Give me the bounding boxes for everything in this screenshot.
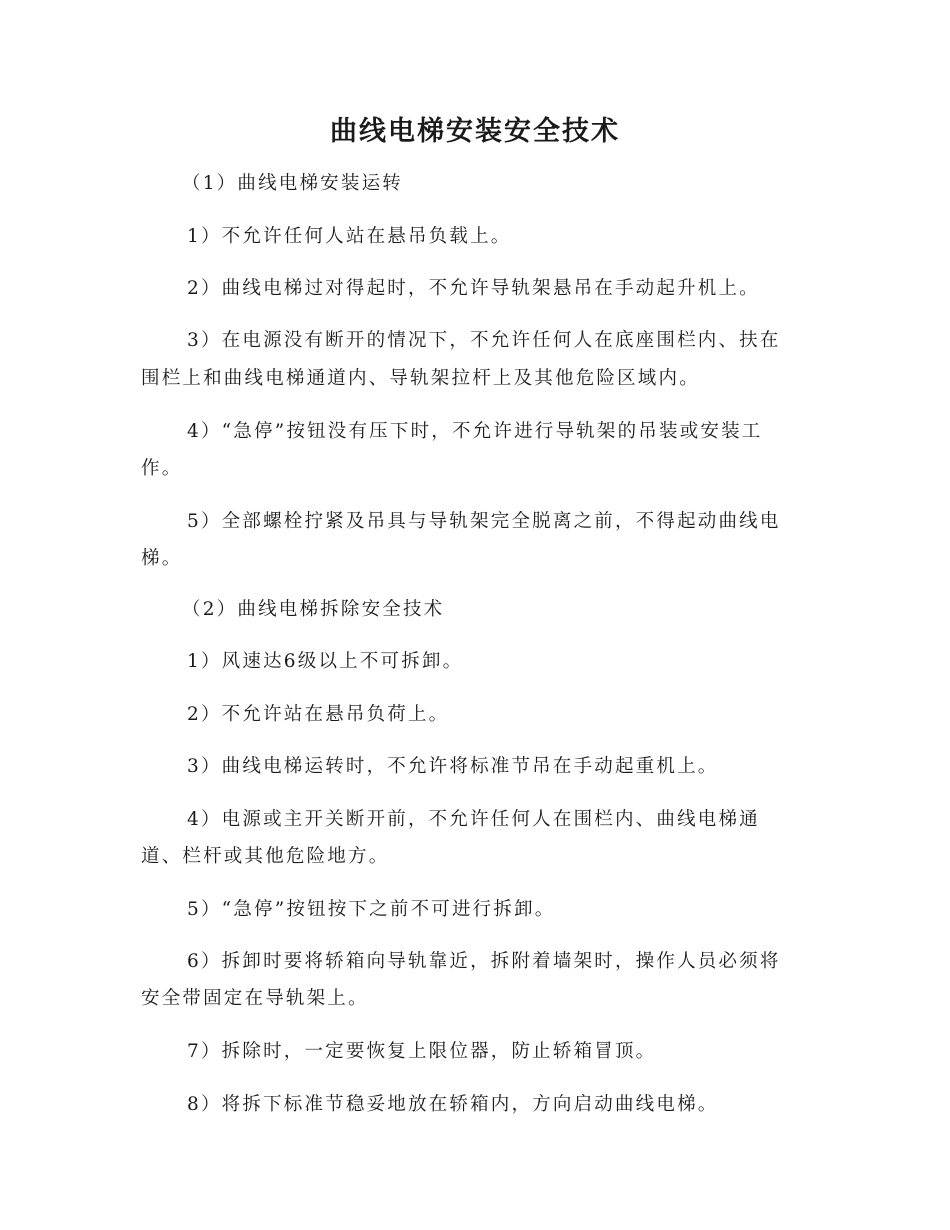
- section-1-heading: （1）曲线电梯安装运转: [182, 173, 403, 194]
- section-2-item-7: 7）拆除时，一定要恢复上限位器，防止轿箱冒顶。: [187, 1041, 657, 1062]
- section-1-item-4-line-1: 4）“急停”按钮没有压下时，不允许进行导轨架的吊装或安装工: [187, 421, 763, 442]
- section-1-item-1: 1）不允许任何人站在悬吊负载上。: [187, 226, 512, 247]
- section-2-item-6-line-2: 安全带固定在导轨架上。: [141, 988, 369, 1009]
- section-2-item-5: 5）“急停”按钮按下之前不可进行拆卸。: [187, 899, 556, 920]
- section-2-item-4-line-1: 4）电源或主开关断开前，不允许任何人在围栏内、曲线电梯通: [187, 809, 760, 830]
- section-2-item-4-line-2: 道、栏杆或其他危险地方。: [141, 846, 390, 867]
- section-1-item-3-line-2: 围栏上和曲线电梯通道内、导轨架拉杆上及其他危险区域内。: [141, 368, 700, 389]
- section-2-item-1: 1）风速达6级以上不可拆卸。: [187, 651, 464, 672]
- section-2-item-8: 8）将拆下标准节稳妥地放在轿箱内，方向启动曲线电梯。: [187, 1094, 719, 1115]
- section-1-item-3-line-1: 3）在电源没有断开的情况下，不允许任何人在底座围栏内、扶在: [187, 330, 781, 351]
- section-2-item-3: 3）曲线电梯运转时，不允许将标准节吊在手动起重机上。: [187, 756, 719, 777]
- document-title: 曲线电梯安装安全技术: [330, 116, 620, 147]
- section-2-heading: （2）曲线电梯拆除安全技术: [182, 599, 445, 620]
- section-1-item-5-line-2: 梯。: [141, 548, 183, 569]
- section-2-item-6-line-1: 6）拆卸时要将轿箱向导轨靠近，拆附着墙架时，操作人员必须将: [187, 951, 781, 972]
- section-1-item-2: 2）曲线电梯过对得起时，不允许导轨架悬吊在手动起升机上。: [187, 278, 760, 299]
- section-2-item-2: 2）不允许站在悬吊负荷上。: [187, 704, 450, 725]
- section-1-item-5-line-1: 5）全部螺栓拧紧及吊具与导轨架完全脱离之前，不得起动曲线电: [187, 511, 781, 532]
- section-1-item-4-line-2: 作。: [141, 458, 183, 479]
